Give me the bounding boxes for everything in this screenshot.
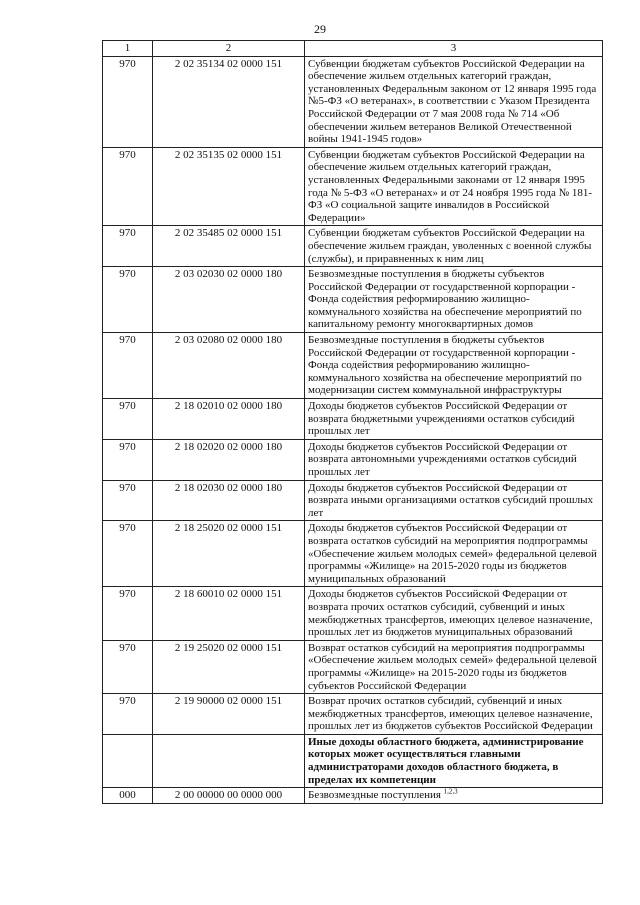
table-row <box>103 640 603 693</box>
table-header-row <box>103 41 603 57</box>
description-text: Доходы бюджетов субъектов Российской Федерации от возврата бюджетными учреждениями остатков субсидий прошлых лет <box>308 400 575 438</box>
header-col-3: 3 <box>305 41 603 57</box>
admin-code-cell: 970 <box>103 521 153 587</box>
description-cell <box>305 734 603 787</box>
budget-code-cell: 2 18 02010 02 0000 180 <box>153 399 305 440</box>
description-cell <box>305 56 603 147</box>
admin-code-cell: 970 <box>103 226 153 267</box>
admin-code-cell: 970 <box>103 480 153 521</box>
description-text: Доходы бюджетов субъектов Российской Федерации от возврата остатков субсидий на мероприятия подпрограммы «Обеспечение жильем молодых семей» федеральной целевой программы «Жилище» на 2015-2020 годы из бюджетов муниципальных образований <box>308 522 597 585</box>
description-text: Безвозмездные поступления <box>308 789 441 802</box>
description-text: Субвенции бюджетам субъектов Российской Федерации на обеспечение жильем отдельных категорий граждан, установленных Федеральным законом от 12 января 1995 года №5-ФЗ «О ветеранах», в соответствии с Указом Президента Российской Федерации от 7 мая 2008 года № 714 «Об обеспечении жильем ветеранов Великой Отечественной войны 1941-1945 годов» <box>308 57 597 146</box>
table-row <box>103 587 603 640</box>
budget-code-cell: 2 18 02030 02 0000 180 <box>153 480 305 521</box>
description-cell <box>305 439 603 480</box>
description-text: Возврат прочих остатков субсидий, субвенций и иных межбюджетных трансфертов, имеющих целевое назначение, прошлых лет из бюджетов субъектов Российской Федерации <box>308 695 593 733</box>
admin-code-cell: 000 <box>103 788 153 804</box>
description-cell <box>305 333 603 399</box>
description-text: Доходы бюджетов субъектов Российской Федерации от возврата иными организациями остатков субсидий прошлых лет <box>308 481 593 519</box>
description-cell <box>305 587 603 640</box>
footnote-marker: 1,2,3 <box>443 787 458 796</box>
revenue-codes-table <box>102 40 603 804</box>
budget-code-cell: 2 02 35485 02 0000 151 <box>153 226 305 267</box>
budget-code-cell: 2 03 02030 02 0000 180 <box>153 267 305 333</box>
description-text: Безвозмездные поступления в бюджеты субъектов Российской Федерации от государственной корпорации - Фонда содействия реформированию жилищно-коммунального хозяйства на обеспечение мероприятий по капитальному ремонту многоквартирных домов <box>308 268 582 331</box>
admin-code-cell: 970 <box>103 147 153 226</box>
description-cell <box>305 640 603 693</box>
admin-code-cell: 970 <box>103 56 153 147</box>
table-row <box>103 267 603 333</box>
budget-code-cell: 2 02 35135 02 0000 151 <box>153 147 305 226</box>
table-row <box>103 147 603 226</box>
page-number: 29 <box>314 22 326 36</box>
description-cell <box>305 694 603 735</box>
table-row <box>103 521 603 587</box>
table-row <box>103 734 603 787</box>
budget-code-cell: 2 18 60010 02 0000 151 <box>153 587 305 640</box>
description-cell <box>305 399 603 440</box>
table-row <box>103 694 603 735</box>
budget-code-cell: 2 18 25020 02 0000 151 <box>153 521 305 587</box>
description-text: Безвозмездные поступления в бюджеты субъектов Российской Федерации от государственной корпорации - Фонда содействия реформированию жилищно-коммунального хозяйства на обеспечение мероприятий по модернизации систем коммунальной инфраструктуры <box>308 334 582 397</box>
description-text: Доходы бюджетов субъектов Российской Федерации от возврата прочих остатков субсидий, субвенций и иных межбюджетных трансфертов, имеющих целевое назначение, прошлых лет из бюджетов муниципальных образований <box>308 588 593 639</box>
table-row <box>103 333 603 399</box>
admin-code-cell: 970 <box>103 587 153 640</box>
description-cell <box>305 521 603 587</box>
admin-code-cell: 970 <box>103 694 153 735</box>
budget-code-cell: 2 19 25020 02 0000 151 <box>153 640 305 693</box>
description-cell <box>305 226 603 267</box>
table-row <box>103 788 603 804</box>
table-row <box>103 226 603 267</box>
budget-code-cell: 2 18 02020 02 0000 180 <box>153 439 305 480</box>
budget-code-cell: 2 03 02080 02 0000 180 <box>153 333 305 399</box>
description-text: Субвенции бюджетам субъектов Российской Федерации на обеспечение жильем граждан, уволенных с военной службы (службы), и приравненных к ним лиц <box>308 227 592 265</box>
description-cell <box>305 147 603 226</box>
table-row <box>103 399 603 440</box>
header-col-2: 2 <box>153 41 305 57</box>
table-row <box>103 480 603 521</box>
budget-code-cell <box>153 734 305 787</box>
budget-code-cell: 2 02 35134 02 0000 151 <box>153 56 305 147</box>
table-row <box>103 56 603 147</box>
header-col-1: 1 <box>103 41 153 57</box>
admin-code-cell: 970 <box>103 399 153 440</box>
admin-code-cell: 970 <box>103 267 153 333</box>
description-cell <box>305 480 603 521</box>
description-text: Доходы бюджетов субъектов Российской Федерации от возврата автономными учреждениями остатков субсидий прошлых лет <box>308 440 577 478</box>
admin-code-cell: 970 <box>103 439 153 480</box>
description-text: Иные доходы областного бюджета, администрирование которых может осуществляться главными администраторами доходов областного бюджета, в пределах их компетенции <box>308 735 584 786</box>
description-cell <box>305 267 603 333</box>
admin-code-cell: 970 <box>103 333 153 399</box>
description-text: Возврат остатков субсидий на мероприятия подпрограммы «Обеспечение жильем молодых семей» федеральной целевой программы «Жилище» на 2015-2020 годы из бюджетов субъектов Российской Федерации <box>308 641 597 692</box>
admin-code-cell: 970 <box>103 640 153 693</box>
admin-code-cell <box>103 734 153 787</box>
table-row <box>103 439 603 480</box>
budget-code-cell: 2 19 90000 02 0000 151 <box>153 694 305 735</box>
description-text: Субвенции бюджетам субъектов Российской Федерации на обеспечение жильем отдельных категорий граждан, установленных Федеральными законами от 12 января 1995 года № 5-ФЗ «О ветеранах» и от 24 ноября 1995 года № 181-ФЗ «О социальной защите инвалидов в Российской Федерации» <box>308 148 593 224</box>
description-cell <box>305 788 603 804</box>
budget-code-cell: 2 00 00000 00 0000 000 <box>153 788 305 804</box>
